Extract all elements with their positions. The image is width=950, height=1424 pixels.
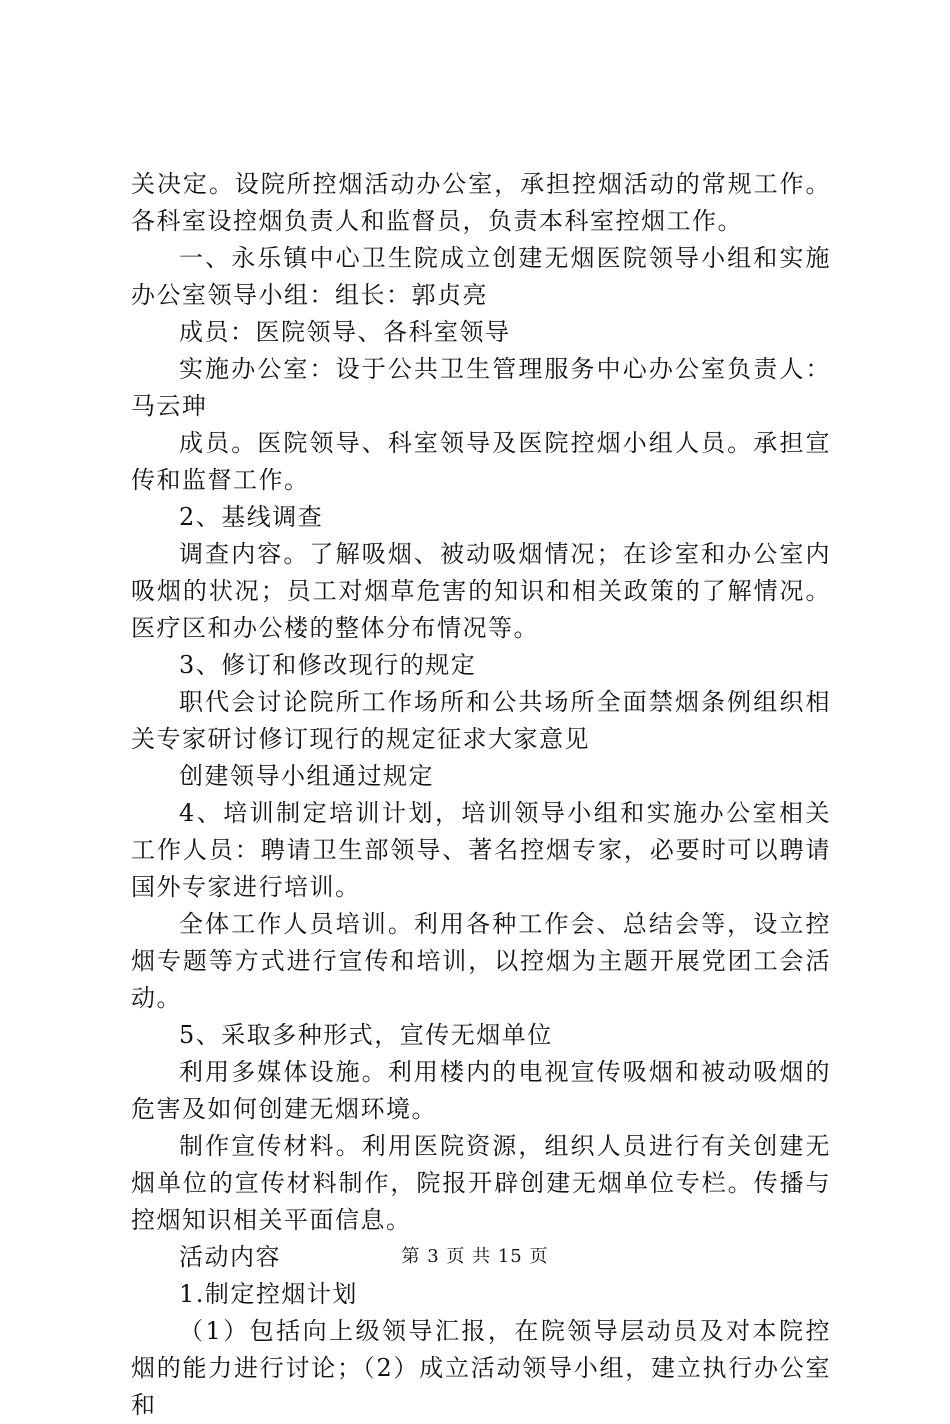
paragraph-6: 2、基线调查: [179, 503, 324, 531]
paragraph-7: 调查内容。了解吸烟、被动吸烟情况；在诊室和办公室内吸烟的状况；员工对烟草危害的知识和相关政策的了解情况。医疗区和办公楼的整体分布情况等。: [131, 540, 831, 642]
paragraph-9: 职代会讨论院所工作场所和公共场所全面禁烟条例组织相关专家研讨修订现行的规定征求大家意见: [131, 688, 831, 753]
paragraph-1: 关决定。设院所控烟活动办公室，承担控烟活动的常规工作。各科室设控烟负责人和监督员，负责本科室控烟工作。: [131, 170, 831, 235]
document-body: [131, 166, 831, 1424]
paragraph-10: 创建领导小组通过规定: [179, 762, 434, 790]
paragraph-13: 5、采取多种形式，宣传无烟单位: [179, 1021, 553, 1049]
paragraph-16: 活动内容: [179, 1243, 281, 1271]
paragraph-18: （1）包括向上级领导汇报，在院领导层动员及对本院控烟的能力进行讨论；（2）成立活动领导小组，建立执行办公室和: [131, 1317, 831, 1419]
paragraph-17: 1.制定控烟计划: [179, 1280, 358, 1308]
page-number-footer: 第 3 页 共 15 页: [401, 1246, 549, 1267]
paragraph-11: 4、培训制定培训计划，培训领导小组和实施办公室相关工作人员：聘请卫生部领导、著名控烟专家，必要时可以聘请国外专家进行培训。: [131, 799, 831, 901]
paragraph-5: 成员。医院领导、科室领导及医院控烟小组人员。承担宣传和监督工作。: [131, 429, 831, 494]
paragraph-3: 成员：医院领导、各科室领导: [179, 318, 511, 346]
paragraph-2: 一、永乐镇中心卫生院成立创建无烟医院领导小组和实施办公室领导小组：组长：郭贞亮: [131, 244, 831, 309]
paragraph-14: 利用多媒体设施。利用楼内的电视宣传吸烟和被动吸烟的危害及如何创建无烟环境。: [131, 1058, 831, 1123]
paragraph-15: 制作宣传材料。利用医院资源，组织人员进行有关创建无烟单位的宣传材料制作，院报开辟创建无烟单位专栏。传播与控烟知识相关平面信息。: [131, 1132, 831, 1234]
paragraph-8: 3、修订和修改现行的规定: [179, 651, 477, 679]
paragraph-12: 全体工作人员培训。利用各种工作会、总结会等，设立控烟专题等方式进行宣传和培训，以控烟为主题开展党团工会活动。: [131, 910, 831, 1012]
paragraph-4: 实施办公室：设于公共卫生管理服务中心办公室负责人：马云珅: [131, 355, 831, 420]
